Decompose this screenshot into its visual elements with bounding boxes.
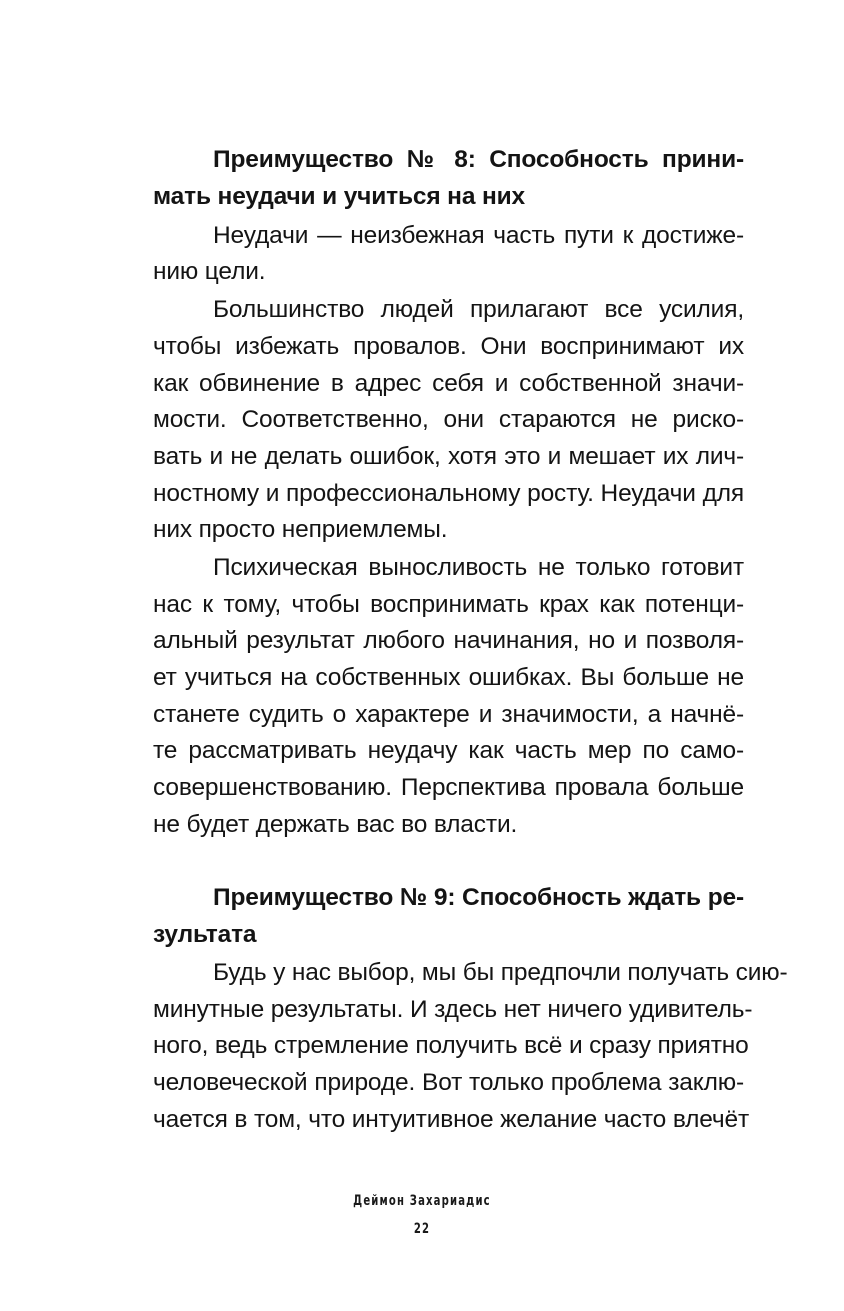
page-number: 22 bbox=[413, 1221, 431, 1237]
paragraph-line: ностному и профессиональному росту. Неудачи для bbox=[153, 480, 744, 507]
paragraph-line: Большинство людей прилагают все усилия, bbox=[213, 296, 744, 323]
paragraph-line: те рассматривать неудачу как часть мер по само- bbox=[153, 737, 744, 764]
paragraph-line: ного, ведь стремление получить всё и сразу приятно bbox=[153, 1032, 749, 1059]
paragraph-line: ет учиться на собственных ошибках. Вы больше не bbox=[153, 664, 744, 691]
paragraph-line: нас к тому, чтобы воспринимать крах как потенци- bbox=[153, 591, 744, 618]
paragraph-line: совершенствованию. Перспектива провала больше bbox=[153, 774, 744, 801]
paragraph-line: альный результат любого начинания, но и позволя- bbox=[153, 627, 744, 654]
paragraph-line: чтобы избежать провалов. Они воспринимают их bbox=[153, 333, 744, 360]
paragraph-line: чается в том, что интуитивное желание часто влечёт bbox=[153, 1106, 750, 1133]
running-footer-author: Деймон Захариадис bbox=[353, 1193, 491, 1209]
paragraph-line: мости. Соответственно, они стараются не риско- bbox=[153, 406, 744, 433]
paragraph-line: нию цели. bbox=[153, 258, 266, 285]
paragraph-line: станете судить о характере и значимости, а начнё- bbox=[153, 701, 744, 728]
paragraph-line: человеческой природе. Вот только проблема заклю- bbox=[153, 1069, 744, 1096]
paragraph-line: как обвинение в адрес себя и собственной значи- bbox=[153, 370, 744, 397]
paragraph-line: Неудачи — неизбежная часть пути к достиже- bbox=[213, 222, 744, 249]
paragraph-line: вать и не делать ошибок, хотя это и мешает их лич- bbox=[153, 443, 744, 470]
section-heading-9: Преимущество № 9: Способность ждать ре- bbox=[213, 884, 744, 911]
paragraph-line: Психическая выносливость не только готовит bbox=[213, 554, 744, 581]
paragraph-line: Будь у нас выбор, мы бы предпочли получать сию- bbox=[213, 959, 788, 986]
paragraph-line: минутные результаты. И здесь нет ничего удивитель- bbox=[153, 996, 753, 1023]
section-heading-9-cont: зультата bbox=[153, 921, 257, 948]
paragraph-line: них просто неприемлемы. bbox=[153, 516, 448, 543]
section-heading-8: Преимущество № 8: Способность прини- bbox=[213, 146, 744, 173]
paragraph-line: не будет держать вас во власти. bbox=[153, 811, 518, 838]
section-heading-8-cont: мать неудачи и учиться на них bbox=[153, 183, 526, 210]
